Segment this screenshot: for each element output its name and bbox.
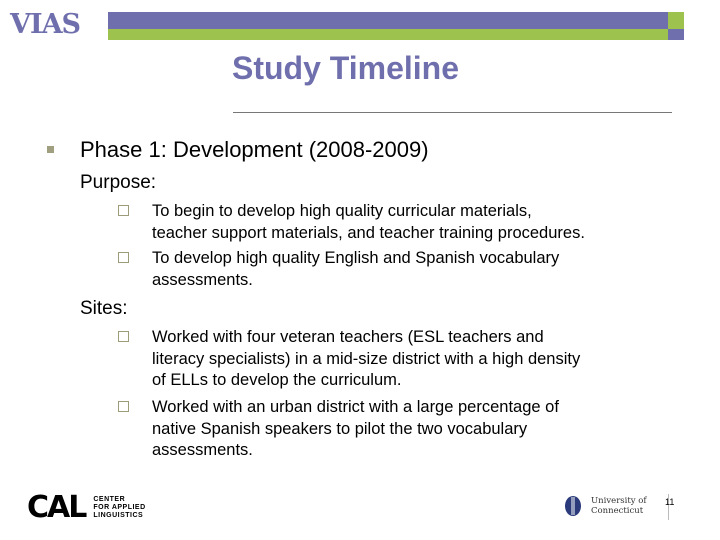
uconn-seal-icon	[563, 494, 583, 518]
header-bar-green	[108, 29, 668, 40]
page-number: 11	[665, 497, 675, 507]
line: Worked with an urban district with a large percentage of	[152, 398, 559, 416]
line: To develop high quality English and Spanish vocabulary	[152, 249, 560, 267]
line: native Spanish speakers to pilot the two vocabulary	[152, 419, 528, 438]
sites-label: Sites:	[80, 298, 128, 319]
checkbox-bullet-icon	[118, 401, 129, 412]
line: assessments.	[152, 270, 253, 289]
line: assessments.	[152, 441, 253, 459]
cal-text: CENTER	[93, 495, 126, 503]
cal-logo	[27, 490, 146, 525]
phase-heading: Phase 1: Development (2008-2009)	[80, 137, 429, 162]
sites-item	[152, 327, 580, 392]
cal-text: FOR APPLIED	[93, 503, 146, 511]
uconn-text: University of	[591, 496, 647, 506]
title-divider	[233, 112, 672, 113]
line: literacy specialists) in a mid-size district with a high density	[152, 349, 581, 368]
sites-item	[152, 397, 559, 462]
cal-text: LINGUISTICS	[93, 511, 144, 519]
header-bar-purple	[108, 12, 668, 29]
checkbox-bullet-icon	[118, 252, 129, 263]
uconn-text: Connecticut	[591, 506, 644, 516]
purpose-item	[152, 248, 559, 291]
square-bullet-icon	[47, 146, 54, 153]
line: Worked with four veteran teachers (ESL teachers and	[152, 328, 544, 346]
cal-logo-mark: CAL	[27, 490, 86, 525]
checkbox-bullet-icon	[118, 331, 129, 342]
line: To begin to develop high quality curricular materials,	[152, 202, 532, 220]
header-square-green	[668, 12, 684, 29]
header-square-purple	[668, 29, 684, 40]
purpose-item	[152, 201, 585, 244]
uconn-logo	[563, 494, 647, 518]
vias-logo: VIAS	[10, 9, 81, 40]
purpose-label: Purpose:	[80, 172, 157, 193]
slide-title: Study Timeline	[232, 50, 460, 86]
checkbox-bullet-icon	[118, 205, 129, 216]
line: teacher support materials, and teacher training procedures.	[152, 223, 585, 242]
line: of ELLs to develop the curriculum.	[152, 371, 402, 389]
